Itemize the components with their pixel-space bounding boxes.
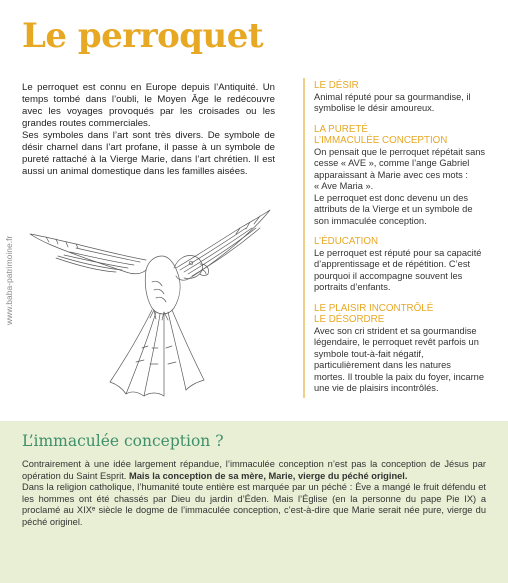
section-heading: LE DÉSIR <box>314 80 359 91</box>
section-heading: LA PURETÉ L’IMMACULÉE CONCEPTION <box>314 123 448 146</box>
section-purity <box>314 124 502 228</box>
section-education <box>314 236 502 294</box>
section-heading: L’ÉDUCATION <box>314 236 379 247</box>
page-title: Le perroquet <box>22 16 264 56</box>
box-paragraph-2: Dans la religion catholique, l’humanité toute entière est marquée par un péché : Ève a mangé le fruit défendu et les hommes ont été chassés par Dieu du jardin d’Éden. Mais l’Église (en la personne du pape Pie IX) a proclamé au XIXᵉ siècle le dogme de l’immaculée conception, c’est-à-dire que Marie serait née pure, vierge du péché originel. <box>22 482 486 527</box>
website-url: www.baba-patrimoine.fr <box>4 235 14 325</box>
section-text: Avec son cri strident et sa gourmandise légendaire, le perroquet revêt parfois un symbole tout-à-fait négatif, particulièrement dans les natures mortes. Il trouble la paix du foyer, incarne une vie de plaisirs incontrôlés. <box>314 325 485 393</box>
box-paragraph-1: Contrairement à une idée largement répandue, l’immaculée conception n’est pas la conception de Jésus par opération du Saint Esprit. Mais la conception de sa mère, Marie, vierge du péché originel. <box>22 459 486 481</box>
box-text <box>22 459 486 528</box>
section-heading: LE PLAISIR INCONTRÔLÉ LE DÉSORDRE <box>314 302 434 325</box>
section-disorder <box>314 303 502 395</box>
section-text: On pensait que le perroquet répétait sans cesse « AVE », comme l’ange Gabriel apparaissant à Marie avec ces mots : « Ave Maria ». Le perroquet est donc devenu un des attributs de la Vierge et un symbole de son immaculée conception. <box>314 146 486 226</box>
section-text: Le perroquet est réputé pour sa capacité d’apprentissage et de répétition. C’est pourquoi il accompagne souvent les portraits d’enfants. <box>314 247 482 292</box>
parrot-line-drawing-icon <box>28 198 272 398</box>
section-text: Animal réputé pour sa gourmandise, il symbolise le désir amoureux. <box>314 91 471 113</box>
immaculate-conception-box <box>0 421 508 583</box>
intro-paragraph-2: Ses symboles dans l’art sont très divers. De symbole de désir charnel dans l’art profane, il passe à un symbole de pureté rattaché à la Vierge Marie, dans l’art chrétien. Il est aussi un animal domestique dans les familles aisées. <box>22 130 275 177</box>
box-heading: L’immaculée conception ? <box>22 432 224 450</box>
section-desire <box>314 80 502 115</box>
intro-text <box>22 82 275 178</box>
intro-paragraph-1: Le perroquet est connu en Europe depuis l’Antiquité. Un temps tombé dans l’oubli, le Moyen Âge le redécouvre avec les voyages provoqués par les croisades ou les grandes routes commerciales. <box>22 82 275 129</box>
box-emphasis: Mais la conception de sa mère, Marie, vierge du péché originel. <box>128 470 408 481</box>
symbols-column <box>303 78 502 398</box>
